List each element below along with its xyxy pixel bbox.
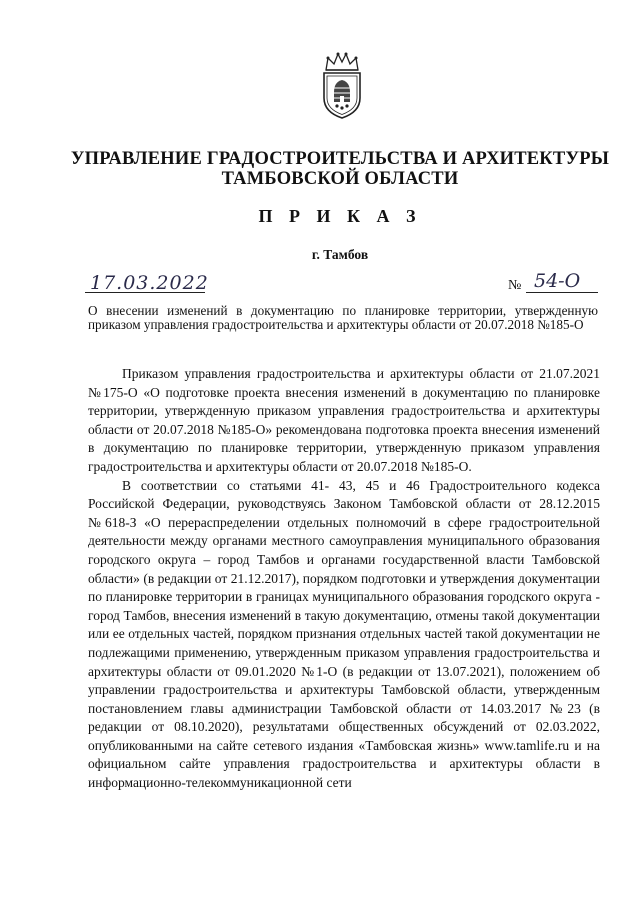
number-underline	[526, 292, 598, 293]
order-body	[88, 365, 600, 793]
order-number-handwritten: 54-О	[534, 270, 581, 292]
tambov-coat-of-arms-icon	[318, 50, 366, 120]
order-subject: О внесении изменений в документацию по планировке территории, утвержденную приказом управления градостроительства и архитектуры области от 20.07.2018 №185-О	[88, 303, 598, 332]
city-name: г. Тамбов	[311, 247, 369, 262]
organization-name-line1: УПРАВЛЕНИЕ ГРАДОСТРОИТЕЛЬСТВА И АРХИТЕКТУРЫ	[70, 149, 610, 169]
organization-name-line2: ТАМБОВСКОЙ ОБЛАСТИ	[221, 169, 459, 189]
number-sign: №	[508, 278, 522, 293]
body-paragraph: Приказом управления градостроительства и архитектуры области от 21.07.2021 №175-О «О подготовке проекта внесения изменений в документацию по планировке территории, утвержденную приказом управления градостроительства и архитектуры области от 20.07.2018 №185-О» рекомендована подготовка проекта внесения изменений в документацию по планировке территории, утвержденную приказом управления градостроительства и архитектуры области от 20.07.2018 №185-О.	[88, 366, 600, 474]
date-underline	[85, 292, 205, 293]
order-title: П Р И К А З	[258, 206, 422, 226]
order-date-handwritten: 17.03.2022	[90, 272, 209, 294]
body-paragraph: В соответствии со статьями 41- 43, 45 и 46 Градостроительного кодекса Российской Федерации, руководствуясь Законом Тамбовской области от 28.12.2015 №618-З «О перераспределении отдельных полномочий в сфере градостроительной деятельности между органами местного самоуправления муниципального образования городского округа – город Тамбов и органами государственной власти Тамбовской области» (в редакции от 21.12.2017), порядком подготовки и утверждения документации по планировке территории в границах муниципального образования городского округа - город Тамбов, внесения изменений в такую документацию, отмены такой документации или ее отдельных частей, порядком признания отдельных частей такой документации не подлежащими применению, утвержденным приказом управления градостроительства и архитектуры области от 09.01.2020 №1-О (в редакции от 13.07.2021), положением об управлении градостроительства и архитектуры Тамбовской области, утвержденным постановлением главы администрации Тамбовской области от 14.03.2017 №23 (в редакции от 08.10.2020), результатами общественных обсуждений от 02.03.2022, опубликованными на сайте сетевого издания «Тамбовская жизнь» www.tamlife.ru и на официальном сайте управления градостроительства и архитектуры области в информационно-телекоммуникационной сети	[88, 477, 600, 791]
